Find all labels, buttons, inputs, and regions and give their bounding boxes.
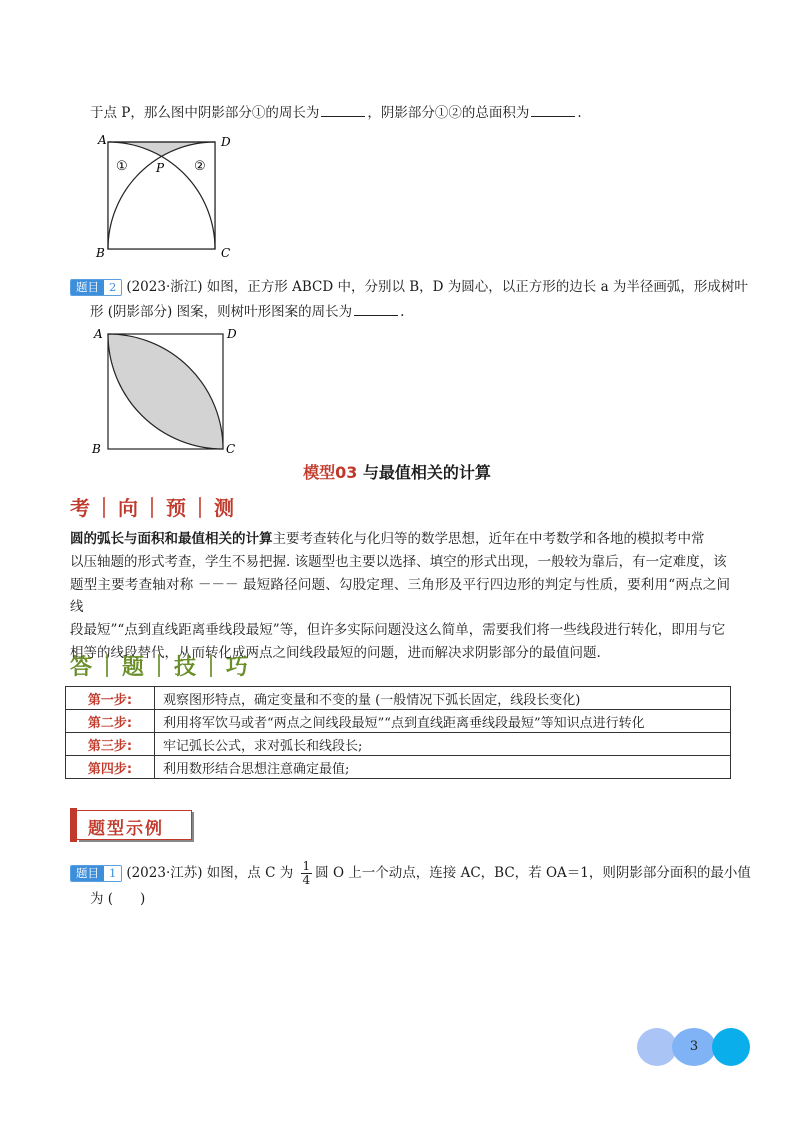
banner-label: 题型示例 bbox=[88, 819, 164, 839]
question-tag: 题目 2 bbox=[70, 279, 122, 296]
forecast-paragraph: 圆的弧长与面积和最值相关的计算主要考查转化与化归等的数学思想，近年在中考数学和各地的模拟考中常 以压轴题的形式考查，学生不易把握. 该题型也主要以选择、填空的形式出现，一般较为靠后，有一定难度，该 题型主要考查轴对称 －－－ 最短路径问题、勾股定理、三角形及平行四边形的判定与性质，要利用“两点之间线 段最短”“点到直线距离垂线段最短”等，但许多实际问题没这么简单，需要我们将一些线段进行转化，即用与它 相等的线段替代，从而转化成两点之间线段最短的问题，进而解决求阴影部分的最值问题. bbox=[70, 531, 730, 661]
answer-blank[interactable] bbox=[354, 301, 398, 316]
fig1-label-c: C bbox=[221, 246, 231, 260]
table-row: 第四步: 利用数形结合思想注意确定最值; bbox=[66, 756, 731, 779]
answer-blank[interactable] bbox=[321, 102, 365, 117]
question-2-line-1: 题目 2 (2023·浙江) 如图，正方形 ABCD 中，分别以 B，D 为圆心，以正方形的边长 a 为半径画弧，形成树叶 bbox=[70, 277, 748, 297]
table-row: 第一步: 观察图形特点，确定变量和不变的量 (一般情况下弧长固定，线段长变化) bbox=[66, 687, 731, 710]
page-number: 3 bbox=[672, 1028, 716, 1066]
question-1-line-1: 题目 1 (2023·江苏) 如图，点 C 为 $\frac{1}{4}$ 圆 O 上一个动点，连接 AC，BC，若 OA＝1，则阴影部分面积的最小值 bbox=[70, 860, 751, 887]
fig1-region-1: ① bbox=[116, 159, 128, 174]
figure-1-quarter-arcs bbox=[90, 128, 250, 260]
fig2-label-b: B bbox=[92, 442, 101, 456]
model-title: 模型03 与最值相关的计算 bbox=[303, 463, 491, 482]
fig1-label-d: D bbox=[221, 135, 231, 149]
question-2-line-2: 形 (阴影部分) 图案，则树叶形图案的周长为 . bbox=[90, 301, 404, 322]
fig2-label-a: A bbox=[94, 327, 103, 341]
table-row: 第三步: 牢记弧长公式，求对弧长和线段长; bbox=[66, 733, 731, 756]
fig2-label-c: C bbox=[226, 442, 236, 456]
fig1-label-a: A bbox=[98, 133, 107, 147]
question-tag: 题目 1 bbox=[70, 865, 122, 882]
fraction: $\frac{1}{4}$ bbox=[302, 859, 311, 887]
section-heading-forecast: 考｜向｜预｜测 bbox=[70, 496, 238, 520]
fig1-label-b: B bbox=[96, 246, 105, 260]
example-banner bbox=[70, 808, 194, 842]
page-decor-circle bbox=[637, 1028, 677, 1066]
page-decor-circle bbox=[712, 1028, 750, 1066]
question-prev-line: 于点 P，那么图中阴影部分①的周长为 ，阴影部分①②的总面积为 . bbox=[90, 102, 582, 123]
question-1-line-2: 为 ( ) bbox=[90, 891, 146, 907]
fig1-region-2: ② bbox=[194, 159, 206, 174]
fig1-label-p: P bbox=[156, 161, 165, 175]
table-row: 第二步: 利用将军饮马或者“两点之间线段最短”“点到直线距离垂线段最短”等知识点进行转化 bbox=[66, 710, 731, 733]
steps-table bbox=[65, 686, 731, 779]
figure-2-leaf bbox=[88, 322, 248, 462]
fig2-label-d: D bbox=[227, 327, 237, 341]
answer-blank[interactable] bbox=[531, 102, 575, 117]
section-heading-tips: 答｜题｜技｜巧 bbox=[70, 654, 253, 680]
